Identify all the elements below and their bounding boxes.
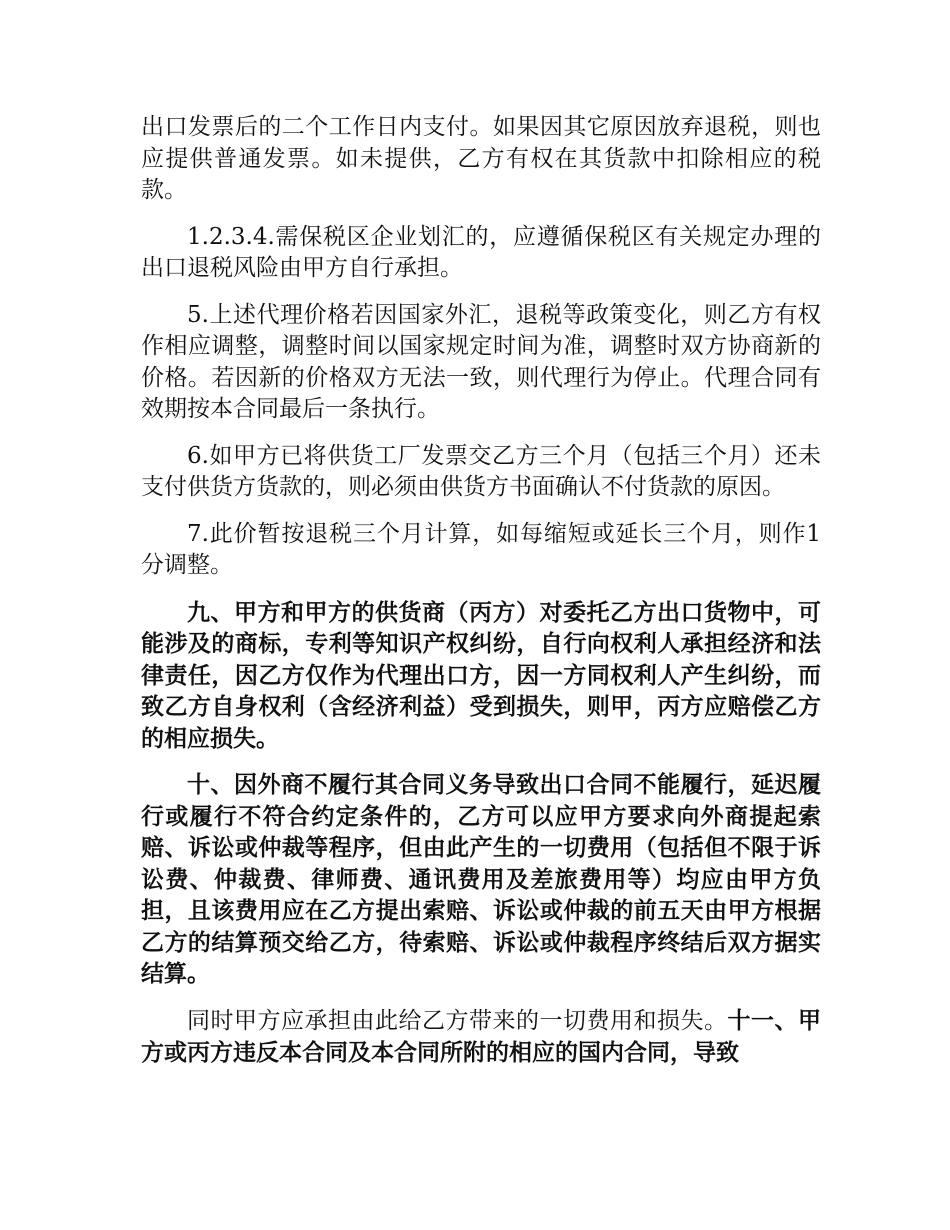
paragraph-article-10: 十、因外商不履行其合同义务导致出口合同不能履行，延迟履行或履行不符合约定条件的，乙方可以应甲方要求向外商提起索赔、诉讼或仲裁等程序，但由此产生的一切费用（包括但不限于诉讼费、仲裁费、律师费、通讯费用及差旅费用等）均应由甲方负担，且该费用应在乙方提出索赔、诉讼或仲裁的前五天由甲方根据乙方的结算预交给乙方，待索赔、诉讼或仲裁程序终结后双方据实结算。 bbox=[141, 771, 821, 987]
paragraph-clause-5: 5.上述代理价格若因国家外汇，退税等政策变化，则乙方有权作相应调整，调整时间以国家规定时间为准，调整时双方协商新的价格。若因新的价格双方无法一致，则代理行为停止。代理合同有效期按本合同最后一条执行。 bbox=[141, 301, 821, 422]
paragraph-article-9: 九、甲方和甲方的供货商（丙方）对委托乙方出口货物中，可能涉及的商标，专利等知识产权纠纷，自行向权利人承担经济和法律责任，因乙方仅作为代理出口方，因一方同权利人产生纠纷，而致乙方自身权利（含经济利益）受到损失，则甲，丙方应赔偿乙方的相应损失。 bbox=[141, 598, 821, 752]
article-11-bold-text: 十一、甲方或丙方违反本合同及本合同所附的相应的国内合同，导致 bbox=[141, 1006, 821, 1066]
paragraph-regular-text: 同时甲方应承担由此给乙方带来的一切费用和损失。 bbox=[187, 1007, 728, 1034]
paragraph-invoice-continuation: 出口发票后的二个工作日内支付。如果因其它原因放弃退税，则也应提供普通发票。如未提供，乙方有权在其货款中扣除相应的税款。 bbox=[141, 114, 821, 203]
paragraph-clause-6: 6.如甲方已将供货工厂发票交乙方三个月（包括三个月）还未支付供货方货款的，则必须由供货方书面确认不付货款的原因。 bbox=[141, 442, 821, 500]
paragraph-article-11-start bbox=[141, 1005, 821, 1070]
document-page bbox=[141, 112, 821, 1085]
paragraph-clause-7: 7.此价暂按退税三个月计算，如每缩短或延长三个月，则作1分调整。 bbox=[141, 520, 821, 578]
paragraph-clause-1234: 1.2.3.4.需保税区企业划汇的，应遵循保税区有关规定办理的出口退税风险由甲方自行承担。 bbox=[141, 223, 821, 281]
